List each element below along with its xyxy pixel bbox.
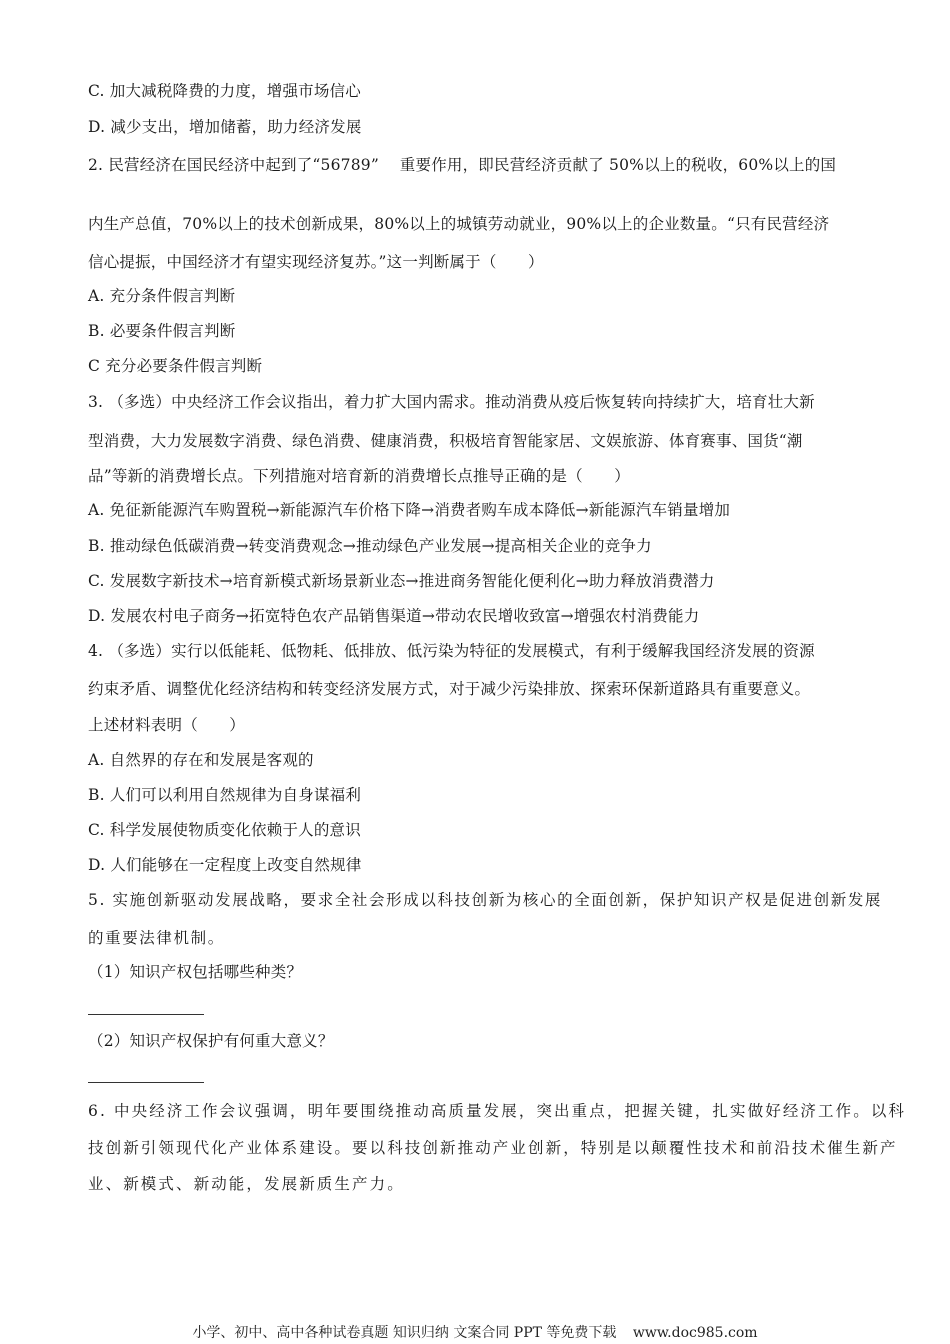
q2-option-a: A. 充分条件假言判断 <box>88 287 236 305</box>
q4-option-a: A. 自然界的存在和发展是客观的 <box>88 751 314 769</box>
q3-option-c: C. 发展数字新技术→培育新模式新场景新业态→推进商务智能化便利化→助力释放消费潜力 <box>88 572 715 590</box>
q3-option-b: B. 推动绿色低碳消费→转变消费观念→推动绿色产业发展→提高相关企业的竞争力 <box>88 537 652 555</box>
q5-stem-line-2: 的重要法律机制。 <box>88 929 225 947</box>
q2-stem-line-3: 信心提振，中国经济才有望实现经济复苏。”这一判断属于（ ） <box>88 253 544 271</box>
answer-blank-2 <box>88 1082 204 1083</box>
q3-stem-line-3: 品”等新的消费增长点。下列措施对培育新的消费增长点推导正确的是（ ） <box>88 467 630 485</box>
q4-option-b: B. 人们可以利用自然规律为自身谋福利 <box>88 786 362 804</box>
q4-stem-line-2: 约束矛盾、调整优化经济结构和转变经济发展方式，对于减少污染排放、探索环保新道路具有重要意义。 <box>88 680 811 698</box>
q2-option-b: B. 必要条件假言判断 <box>88 322 236 340</box>
q6-stem-line-1: 6. 中央经济工作会议强调，明年要围绕推动高质量发展，突出重点，把握关键，扎实做好经济工作。以科 <box>88 1102 907 1120</box>
q6-stem-line-2: 技创新引领现代化产业体系建设。要以科技创新推动产业创新，特别是以颠覆性技术和前沿技术催生新产 <box>88 1139 898 1157</box>
footer-text: 小学、初中、高中各种试卷真题 知识归纳 文案合同 PPT 等免费下载 <box>192 1325 617 1341</box>
page-footer <box>0 1324 950 1342</box>
q5-subquestion-2: （2）知识产权保护有何重大意义？ <box>88 1032 334 1050</box>
q4-stem-line-3: 上述材料表明（ ） <box>88 716 246 734</box>
q3-option-a: A. 免征新能源汽车购置税→新能源汽车价格下降→消费者购车成本降低→新能源汽车销量增加 <box>88 501 731 519</box>
answer-blank-1 <box>88 1014 204 1015</box>
q5-stem-line-1: 5. 实施创新驱动发展战略，要求全社会形成以科技创新为核心的全面创新，保护知识产权是促进创新发展 <box>88 891 883 909</box>
q4-option-c: C. 科学发展使物质变化依赖于人的意识 <box>88 821 361 839</box>
q2-option-c: C 充分必要条件假言判断 <box>88 357 263 375</box>
q2-stem-line-2: 内生产总值，70%以上的技术创新成果，80%以上的城镇劳动就业，90%以上的企业数量。“只有民营经济 <box>88 215 830 233</box>
footer-url-link[interactable]: www.doc985.com <box>632 1325 758 1341</box>
q6-stem-line-3: 业、新模式、新动能，发展新质生产力。 <box>88 1175 405 1193</box>
q3-stem-line-1: 3. （多选）中央经济工作会议指出，着力扩大国内需求。推动消费从疫后恢复转向持续扩大，培育壮大新 <box>88 393 815 411</box>
q3-stem-line-2: 型消费，大力发展数字消费、绿色消费、健康消费，积极培育智能家居、文娱旅游、体育赛事、国货“潮 <box>88 432 803 450</box>
q4-option-d: D. 人们能够在一定程度上改变自然规律 <box>88 856 362 874</box>
q5-subquestion-1: （1）知识产权包括哪些种类？ <box>88 963 303 981</box>
q1-option-d: D. 减少支出，增加储蓄，助力经济发展 <box>88 118 362 136</box>
q3-option-d: D. 发展农村电子商务→拓宽特色农产品销售渠道→带动农民增收致富→增强农村消费能力 <box>88 607 700 625</box>
q1-option-c: C. 加大减税降费的力度，增强市场信心 <box>88 82 361 100</box>
q2-stem-line-1: 2. 民营经济在国民经济中起到了“56789” 重要作用，即民营经济贡献了 50%以上的税收，60%以上的国 <box>88 156 837 174</box>
q4-stem-line-1: 4. （多选）实行以低能耗、低物耗、低排放、低污染为特征的发展模式，有利于缓解我国经济发展的资源 <box>88 642 815 660</box>
